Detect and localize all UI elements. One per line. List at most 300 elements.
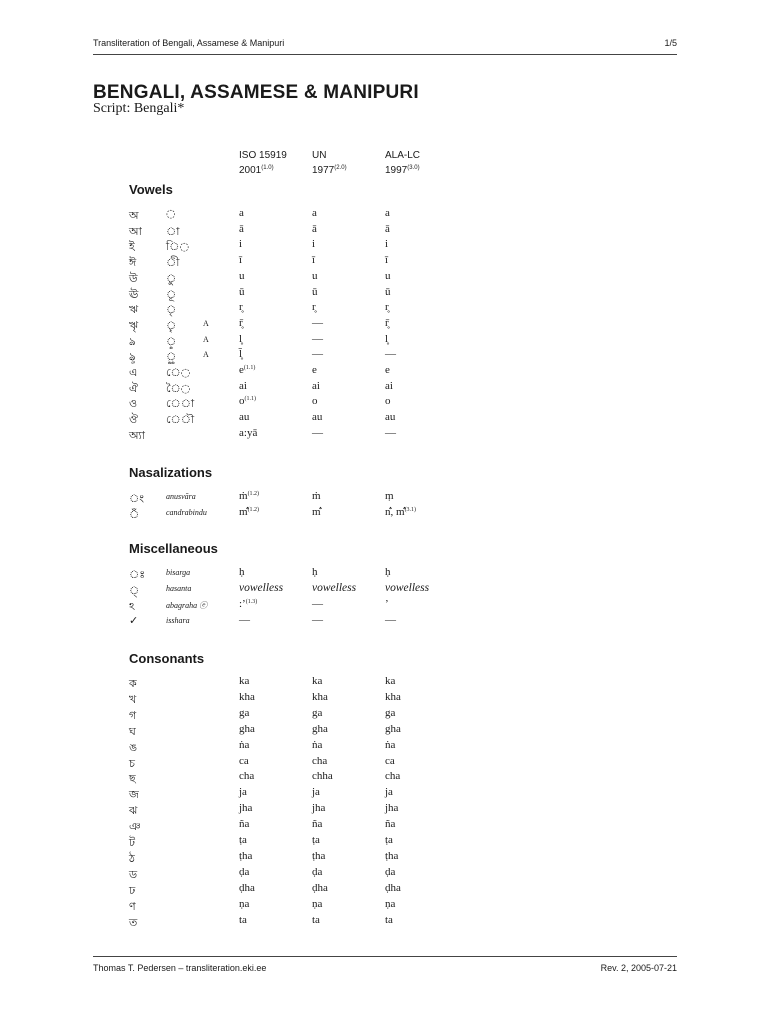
un-value: [312, 802, 325, 814]
ala-value: [385, 914, 393, 926]
vowel-letter-text: অ্যা: [129, 429, 145, 442]
un-value: [312, 882, 328, 894]
un-value: [312, 317, 323, 329]
iso-value: [239, 490, 259, 502]
misc-sign: [129, 614, 155, 627]
iso-value: [239, 506, 259, 518]
un-value-text: o: [312, 395, 318, 407]
consonant-letter-text: গ: [129, 709, 137, 722]
vowel-sign-text: ি◌: [166, 240, 190, 253]
consonant-letter-text: ত: [129, 916, 138, 929]
ala-value-text: —: [385, 348, 396, 360]
ala-value: [385, 850, 398, 862]
vowel-note: [203, 319, 209, 328]
un-value-text: u: [312, 270, 318, 282]
vowel-sign-text: ◌ৣ: [166, 350, 177, 363]
iso-value: [239, 223, 244, 235]
vowel-letter-text: ঌ: [129, 335, 136, 348]
consonant-row: [0, 882, 768, 897]
vowel-letter-text: ঐ: [129, 382, 138, 395]
page-subtitle: Script: Bengali*: [93, 101, 185, 116]
un-value-text: —: [312, 614, 323, 626]
ala-value: [385, 270, 391, 282]
un-value-text: ā: [312, 223, 317, 235]
un-value-text: —: [312, 598, 323, 610]
ala-value-text: ga: [385, 707, 396, 719]
consonant-letter-text: ট: [129, 836, 135, 849]
ala-value-text: ḍa: [385, 866, 396, 878]
iso-value-text: ḍa: [239, 866, 250, 878]
iso-value: [239, 882, 255, 894]
vowel-letter-text: ঈ: [129, 256, 137, 269]
vowel-row: [0, 223, 768, 238]
ala-value: [385, 770, 400, 782]
vowel-sign-text: ◌ু: [166, 272, 177, 285]
iso-value-text: au: [239, 411, 250, 423]
ala-value: [385, 207, 390, 219]
un-value: [312, 348, 323, 360]
un-value: [312, 223, 317, 235]
ala-value: [385, 866, 395, 878]
un-value-text: jha: [312, 802, 326, 814]
consonant-letter-text: ঘ: [129, 725, 136, 738]
page-title: BENGALI, ASSAMESE & MANIPURI: [93, 82, 419, 103]
un-value: [312, 207, 317, 219]
un-value-text: —: [312, 333, 323, 345]
vowel-letter-text: অ: [129, 209, 139, 222]
un-value-text: ña: [312, 818, 323, 830]
un-value: [312, 786, 320, 798]
un-value: [312, 739, 322, 751]
iso-value: [239, 333, 242, 345]
consonant-row: [0, 755, 768, 770]
ala-value-text: o: [385, 395, 391, 407]
ala-value-text: u: [385, 270, 391, 282]
iso-value: [239, 898, 249, 910]
vowel-letter-text: এ: [129, 366, 138, 379]
column-header-ala-ref: (3.0): [407, 165, 420, 171]
iso-value-text: m̐: [239, 506, 248, 518]
un-value-text: a: [312, 207, 317, 219]
un-value-text: vowelless: [312, 582, 357, 594]
iso-value: [239, 286, 245, 298]
ala-value-text: r̥: [385, 301, 389, 313]
ala-value-text: —: [385, 427, 396, 439]
vowel-letter-text: উ: [129, 272, 138, 285]
page-footer: [93, 956, 677, 973]
ala-value-text: r̥̄: [385, 317, 389, 329]
consonant-row: [0, 739, 768, 754]
un-value-text: r̥: [312, 301, 316, 313]
nasal-name: [166, 492, 196, 501]
consonant-letter-text: ঠ: [129, 852, 135, 865]
vowel-letter-text: ও: [129, 397, 138, 410]
nasal-name-text: candrabindu: [166, 508, 207, 517]
iso-value-text: i: [239, 238, 243, 250]
un-value: [312, 723, 328, 735]
ala-value: [385, 364, 390, 376]
misc-sign-text: ◌্: [129, 584, 140, 597]
iso-value-text: ṇa: [239, 898, 250, 910]
column-header-iso-ref: (1.0): [261, 165, 274, 171]
ala-value: [385, 691, 401, 703]
un-value: [312, 270, 318, 282]
ala-value: [385, 223, 390, 235]
ala-value-text: ḍha: [385, 882, 401, 894]
nasal-sign-text: ◌ং: [129, 492, 145, 505]
iso-value: [239, 207, 244, 219]
ala-value: [385, 786, 393, 798]
iso-value: [239, 380, 247, 392]
ala-value-text: ā: [385, 223, 390, 235]
vowel-sign-text: ◌ৢ: [166, 335, 177, 348]
un-value: [312, 566, 318, 578]
iso-value-ref: (1.1): [244, 396, 256, 402]
consonant-letter-text: ঞ: [129, 820, 141, 833]
iso-value: [239, 691, 255, 703]
consonant-row: [0, 691, 768, 706]
iso-value: [239, 834, 247, 846]
iso-value-text: ṅa: [239, 739, 250, 751]
ala-value-text: ’: [385, 598, 389, 610]
iso-value-text: r̥̄: [239, 317, 243, 329]
consonant-row: [0, 770, 768, 785]
ala-value: [385, 614, 396, 626]
ala-value: [385, 427, 396, 439]
un-value-text: m̐: [312, 506, 321, 518]
vowel-sign: [166, 207, 176, 220]
un-value-text: ṭha: [312, 850, 326, 862]
iso-value: [239, 598, 257, 610]
un-value: [312, 898, 322, 910]
iso-value-text: ḍha: [239, 882, 255, 894]
consonant-row: [0, 834, 768, 849]
iso-value: [239, 270, 245, 282]
consonant-letter-text: ছ: [129, 772, 136, 785]
consonant-letter-text: জ: [129, 788, 139, 801]
iso-value: [239, 707, 249, 719]
un-value: [312, 582, 356, 594]
iso-value: [239, 786, 247, 798]
ala-value: [385, 818, 395, 830]
un-value-text: ḍa: [312, 866, 323, 878]
section-heading-vowels: Vowels: [129, 182, 173, 197]
iso-value: [239, 238, 242, 250]
iso-value-text: ai: [239, 380, 247, 392]
iso-value-text: u: [239, 270, 245, 282]
vowel-letter-text: ৠ: [129, 319, 139, 332]
iso-value: [239, 914, 247, 926]
column-header-iso-name: ISO 15919: [239, 150, 287, 161]
misc-name: [166, 616, 190, 625]
iso-value: [239, 818, 249, 830]
nasalization-row: [0, 506, 768, 521]
misc-row: [0, 614, 768, 629]
ala-value: [385, 598, 389, 610]
ala-value-text: ca: [385, 755, 395, 767]
vowel-note-text: A: [203, 335, 209, 344]
ala-value-text: ṭha: [385, 850, 399, 862]
vowel-row: [0, 333, 768, 348]
vowel-sign-text: ◌: [166, 207, 176, 220]
ala-value: [385, 755, 395, 767]
iso-value-text: ḥ: [239, 566, 245, 578]
ala-value: [385, 286, 391, 298]
ala-value-text: jha: [385, 802, 399, 814]
ala-value-text: ṇa: [385, 898, 396, 910]
ala-value-text: ṭa: [385, 834, 393, 846]
consonant-letter-text: খ: [129, 693, 137, 706]
iso-value: [239, 254, 242, 266]
vowel-row: [0, 317, 768, 332]
iso-value-text: e: [239, 364, 244, 376]
iso-value: [239, 411, 249, 423]
consonant-row: [0, 914, 768, 929]
un-value: [312, 395, 318, 407]
iso-value-ref: (1.2): [247, 507, 260, 513]
un-value-text: ṭa: [312, 834, 320, 846]
nasal-name: [166, 508, 207, 517]
un-value-text: ga: [312, 707, 323, 719]
iso-value: [239, 566, 245, 578]
un-value: [312, 490, 321, 502]
un-value: [312, 866, 322, 878]
iso-value: [239, 395, 256, 407]
un-value: [312, 834, 320, 846]
un-value-text: e: [312, 364, 317, 376]
vowel-letter-text: ঋ: [129, 303, 139, 316]
iso-value-text: ā: [239, 223, 244, 235]
un-value-text: ai: [312, 380, 320, 392]
consonant-letter-text: ণ: [129, 900, 136, 913]
consonant-letter-text: চ: [129, 757, 135, 770]
misc-sign-text: ঽ: [129, 600, 135, 613]
iso-value: [239, 364, 255, 376]
un-value-text: —: [312, 348, 323, 360]
vowel-note: [203, 335, 209, 344]
ala-value: [385, 723, 401, 735]
vowel-row: [0, 411, 768, 426]
un-value: [312, 691, 328, 703]
page-header: [93, 38, 677, 55]
ala-value: [385, 380, 393, 392]
misc-name: [166, 584, 191, 593]
iso-value: [239, 317, 243, 329]
ala-value-text: i: [385, 238, 389, 250]
column-header-un-ref: (2.0): [334, 165, 347, 171]
consonant-row: [0, 850, 768, 865]
iso-value-text: ṭha: [239, 850, 253, 862]
un-value: [312, 598, 323, 610]
ala-value-text: e: [385, 364, 390, 376]
un-value: [312, 850, 325, 862]
consonant-row: [0, 818, 768, 833]
ala-value-text: kha: [385, 691, 401, 703]
vowel-letter-text: ঊ: [129, 288, 139, 301]
ala-value: [385, 802, 398, 814]
vowel-letter-text: আ: [129, 225, 142, 238]
section-heading-nasalizations: Nasalizations: [129, 465, 213, 480]
iso-value-text: —: [239, 614, 250, 626]
un-value: [312, 411, 322, 423]
iso-value: [239, 301, 243, 313]
nasalization-row: [0, 490, 768, 505]
vowel-sign-text: ◌ৄ: [166, 319, 177, 332]
un-value-text: ṁ: [312, 490, 321, 502]
iso-value-ref: (1.2): [247, 491, 260, 497]
un-value: [312, 675, 322, 687]
un-value: [312, 427, 323, 439]
iso-value-text: vowelless: [239, 582, 284, 594]
un-value: [312, 380, 320, 392]
consonant-row: [0, 898, 768, 913]
vowel-row: [0, 238, 768, 253]
vowel-sign-text: ে◌ৗ: [166, 413, 195, 426]
un-value: [312, 707, 322, 719]
iso-value: [239, 802, 252, 814]
un-value-text: ū: [312, 286, 318, 298]
ala-value-text: ī: [385, 254, 389, 266]
un-value-text: gha: [312, 723, 328, 735]
un-value-text: ja: [312, 786, 320, 798]
ala-value: [385, 317, 389, 329]
vowel-row: [0, 364, 768, 379]
un-value-text: i: [312, 238, 316, 250]
ala-value: [385, 301, 389, 313]
column-header-ala-year: 1997: [385, 165, 408, 176]
iso-value-text: ña: [239, 818, 250, 830]
vowel-letter: [129, 427, 155, 446]
iso-value-text: a:yā: [239, 427, 258, 439]
iso-value: [239, 739, 249, 751]
ala-value: [385, 566, 391, 578]
un-value: [312, 238, 315, 250]
iso-value: [239, 582, 283, 594]
vowel-note: [203, 350, 209, 359]
un-value-text: chha: [312, 770, 333, 782]
section-heading-miscellaneous: Miscellaneous: [129, 541, 218, 556]
vowel-row: [0, 427, 768, 442]
ala-value-text: cha: [385, 770, 401, 782]
misc-name-text: isshara: [166, 616, 190, 625]
un-value-text: ṇa: [312, 898, 323, 910]
un-value-text: ḍha: [312, 882, 328, 894]
iso-value-ref: (1.1): [243, 365, 256, 371]
ala-value-text: ka: [385, 675, 396, 687]
vowel-letter-text: ই: [129, 240, 135, 253]
ala-value-text: ū: [385, 286, 391, 298]
ala-value: [385, 675, 395, 687]
un-value: [312, 254, 315, 266]
footer-author: Thomas T. Pedersen – transliteration.eki.ee: [93, 963, 267, 973]
un-value: [312, 614, 323, 626]
vowel-sign-text: ৈ◌: [166, 382, 191, 395]
column-header-ala-name: ALA-LC: [385, 150, 421, 161]
vowel-row: [0, 348, 768, 363]
iso-value: [239, 755, 249, 767]
footer-revision: Rev. 2, 2005-07-21: [600, 963, 677, 973]
iso-value: [239, 770, 254, 782]
misc-sign-text: ◌ঃ: [129, 568, 146, 581]
un-value: [312, 818, 322, 830]
consonant-letter-text: ঝ: [129, 804, 138, 817]
consonant-letter-text: ক: [129, 677, 137, 690]
un-value-text: ṅa: [312, 739, 323, 751]
header-title: Transliteration of Bengali, Assamese & Manipuri: [93, 38, 285, 48]
iso-value-text: kha: [239, 691, 255, 703]
ala-value-text: gha: [385, 723, 401, 735]
un-value: [312, 301, 316, 313]
consonant-row: [0, 723, 768, 738]
ala-value-text: ta: [385, 914, 393, 926]
vowel-row: [0, 207, 768, 222]
iso-value-text: l̥: [239, 333, 243, 345]
page-number: 1/5: [664, 38, 677, 48]
un-value: [312, 770, 333, 782]
ala-value: [385, 882, 401, 894]
ala-value: [385, 834, 393, 846]
un-value-text: ta: [312, 914, 320, 926]
consonant-row: [0, 707, 768, 722]
ala-value: [385, 395, 391, 407]
iso-value-text: a: [239, 207, 244, 219]
iso-value-text: r̥: [239, 301, 243, 313]
iso-value-text: ga: [239, 707, 250, 719]
iso-value: [239, 850, 252, 862]
consonant-row: [0, 675, 768, 690]
column-header-iso-year: 2001: [239, 165, 262, 176]
iso-value-text: cha: [239, 770, 255, 782]
iso-value-text: ṭa: [239, 834, 247, 846]
un-value: [312, 286, 318, 298]
ala-value: [385, 333, 388, 345]
misc-row: [0, 582, 768, 597]
consonant-letter-text: ঙ: [129, 741, 138, 754]
vowel-note-text: A: [203, 350, 209, 359]
ala-value: [385, 739, 395, 751]
vowel-row: [0, 270, 768, 285]
ala-value-text: ṅa: [385, 739, 396, 751]
iso-value: [239, 427, 257, 439]
iso-value: [239, 614, 250, 626]
section-heading-consonants: Consonants: [129, 651, 205, 666]
vowel-letter-text: ঔ: [129, 413, 139, 426]
un-value-text: kha: [312, 691, 328, 703]
iso-value-text: ta: [239, 914, 247, 926]
un-value-text: cha: [312, 755, 328, 767]
iso-value: [239, 675, 249, 687]
misc-name: [166, 568, 190, 577]
un-value-text: ī: [312, 254, 316, 266]
column-header-ala: [385, 149, 420, 177]
ala-value: [385, 898, 395, 910]
ala-value-text: —: [385, 614, 396, 626]
ala-value: [385, 707, 395, 719]
iso-value-text: ca: [239, 755, 249, 767]
un-value: [312, 333, 323, 345]
un-value-text: ka: [312, 675, 323, 687]
un-value-text: —: [312, 317, 323, 329]
ala-value-text: ṃ: [385, 490, 394, 502]
column-header-iso: [239, 149, 287, 177]
vowel-sign-text: ◌ী: [166, 256, 180, 269]
vowel-row: [0, 301, 768, 316]
iso-value-text: ja: [239, 786, 247, 798]
un-value: [312, 364, 317, 376]
nasal-sign: [129, 506, 155, 525]
nasal-sign-text: ◌ঁ: [129, 508, 140, 521]
iso-value: [239, 723, 255, 735]
